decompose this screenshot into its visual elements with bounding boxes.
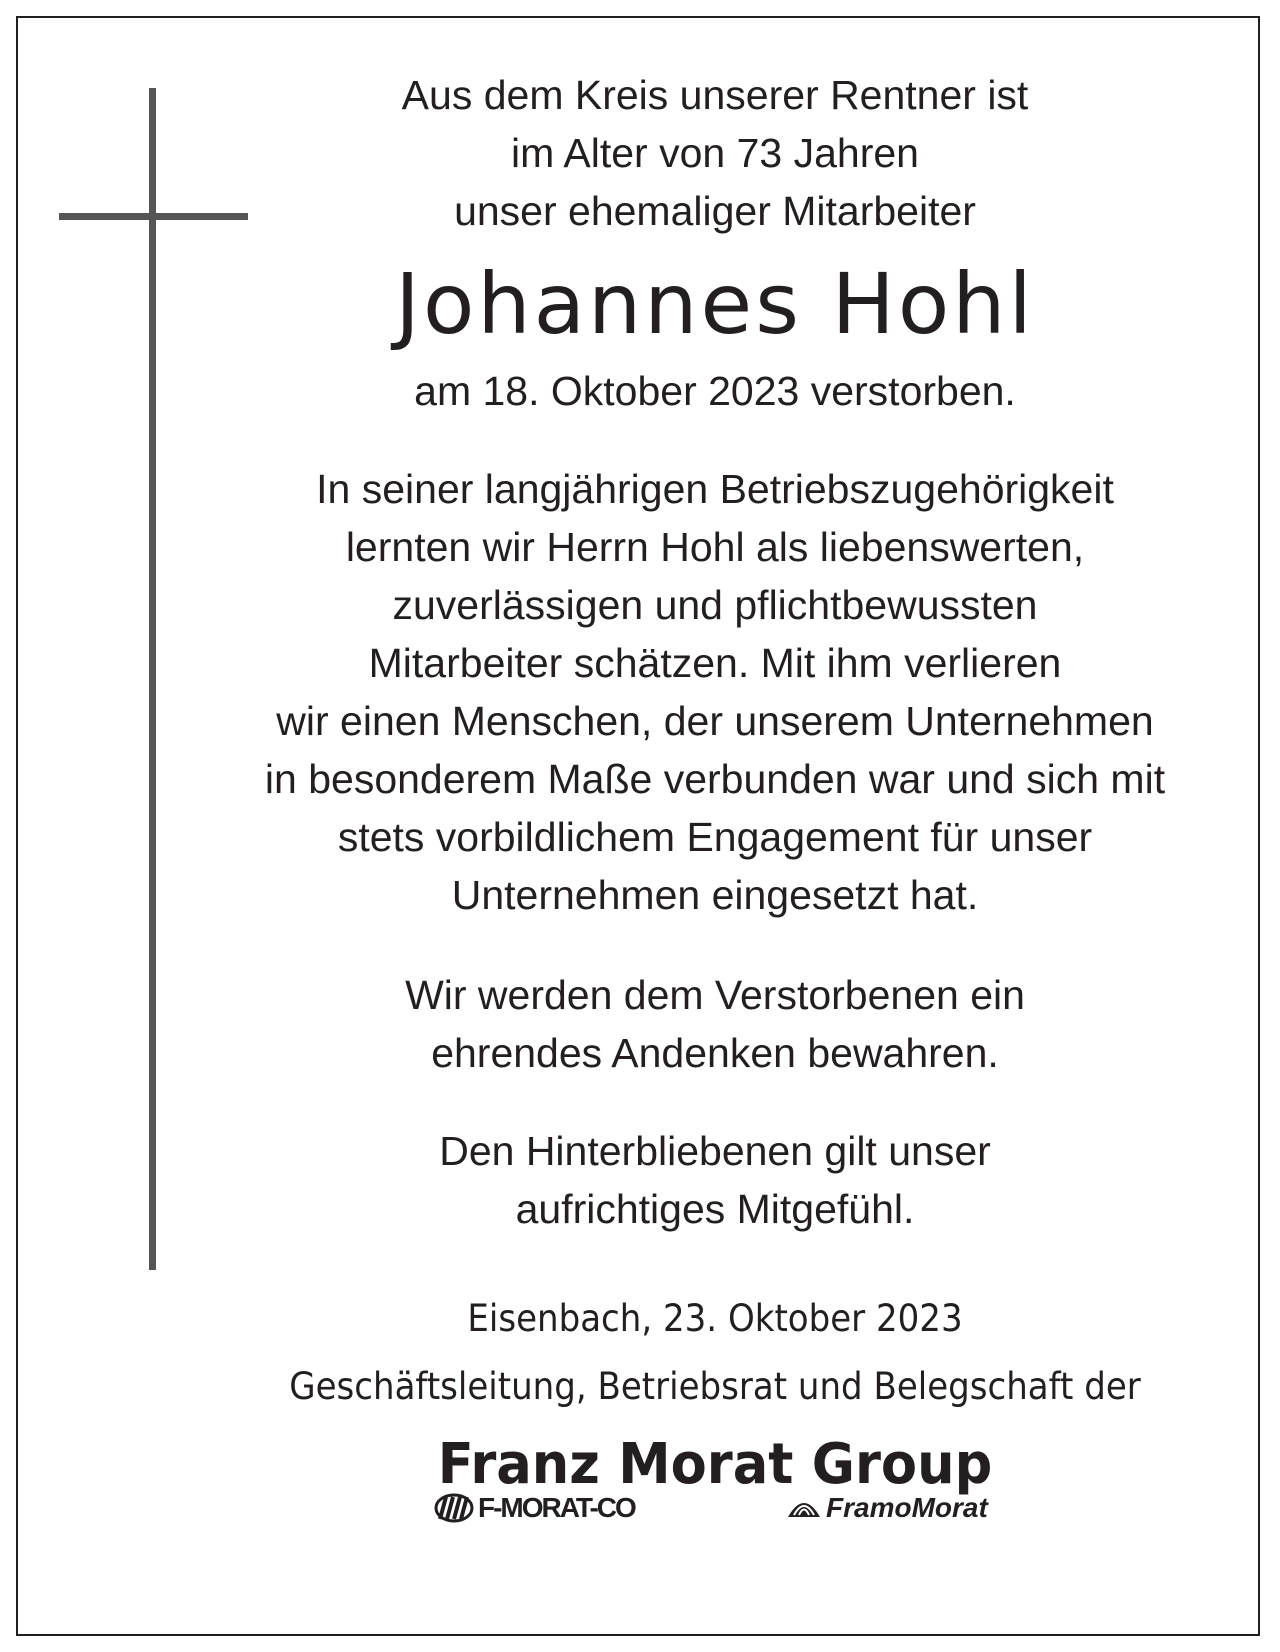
intro-text bbox=[190, 66, 1240, 240]
memory-line: ehrendes Andenken bewahren. bbox=[431, 1030, 999, 1076]
memory-paragraph bbox=[190, 966, 1240, 1082]
framo-morat-logo bbox=[786, 1492, 988, 1524]
tribute-line: wir einen Menschen, der unserem Unternehmen bbox=[276, 698, 1154, 744]
f-morat-co-logo bbox=[434, 1492, 635, 1524]
tribute-line: in besonderem Maße verbunden war und sich mit bbox=[264, 756, 1166, 802]
cross-icon-vertical bbox=[149, 88, 156, 1270]
obituary-content bbox=[190, 66, 1240, 1500]
framo-morat-logo-text: FramoMorat bbox=[826, 1492, 988, 1523]
tribute-line: lernten wir Herrn Hohl als liebenswerten, bbox=[345, 524, 1085, 570]
tribute-line: zuverlässigen und pflichtbewussten bbox=[392, 582, 1038, 628]
sender-line: Geschäftsleitung, Betriebsrat und Belegschaft der bbox=[289, 1365, 1141, 1408]
intro-line: unser ehemaliger Mitarbeiter bbox=[454, 188, 976, 234]
tribute-paragraph bbox=[190, 460, 1240, 924]
framo-morat-logo-icon bbox=[786, 1495, 822, 1521]
company-name: Franz Morat Group bbox=[437, 1432, 993, 1497]
tribute-line: stets vorbildlichem Engagement für unser bbox=[337, 814, 1093, 860]
death-date-line: am 18. Oktober 2023 verstorben. bbox=[414, 368, 1016, 414]
intro-line: Aus dem Kreis unserer Rentner ist bbox=[401, 72, 1029, 118]
f-morat-co-logo-icon bbox=[434, 1493, 474, 1523]
condolence-line: aufrichtiges Mitgefühl. bbox=[515, 1186, 915, 1232]
place-date: Eisenbach, 23. Oktober 2023 bbox=[467, 1297, 963, 1340]
condolence-paragraph bbox=[190, 1122, 1240, 1238]
tribute-line: Unternehmen eingesetzt hat. bbox=[451, 872, 979, 918]
condolence-line: Den Hinterbliebenen gilt unser bbox=[439, 1128, 991, 1174]
company-logos bbox=[0, 1492, 1280, 1532]
tribute-line: Mitarbeiter schätzen. Mit ihm verlieren bbox=[368, 640, 1062, 686]
memory-line: Wir werden dem Verstorbenen ein bbox=[405, 972, 1025, 1018]
deceased-name: Johannes Hohl bbox=[395, 255, 1035, 353]
tribute-line: In seiner langjährigen Betriebszugehörigkeit bbox=[316, 466, 1114, 512]
intro-line: im Alter von 73 Jahren bbox=[511, 130, 919, 176]
f-morat-co-logo-text: F-MORAT-CO bbox=[478, 1492, 635, 1523]
